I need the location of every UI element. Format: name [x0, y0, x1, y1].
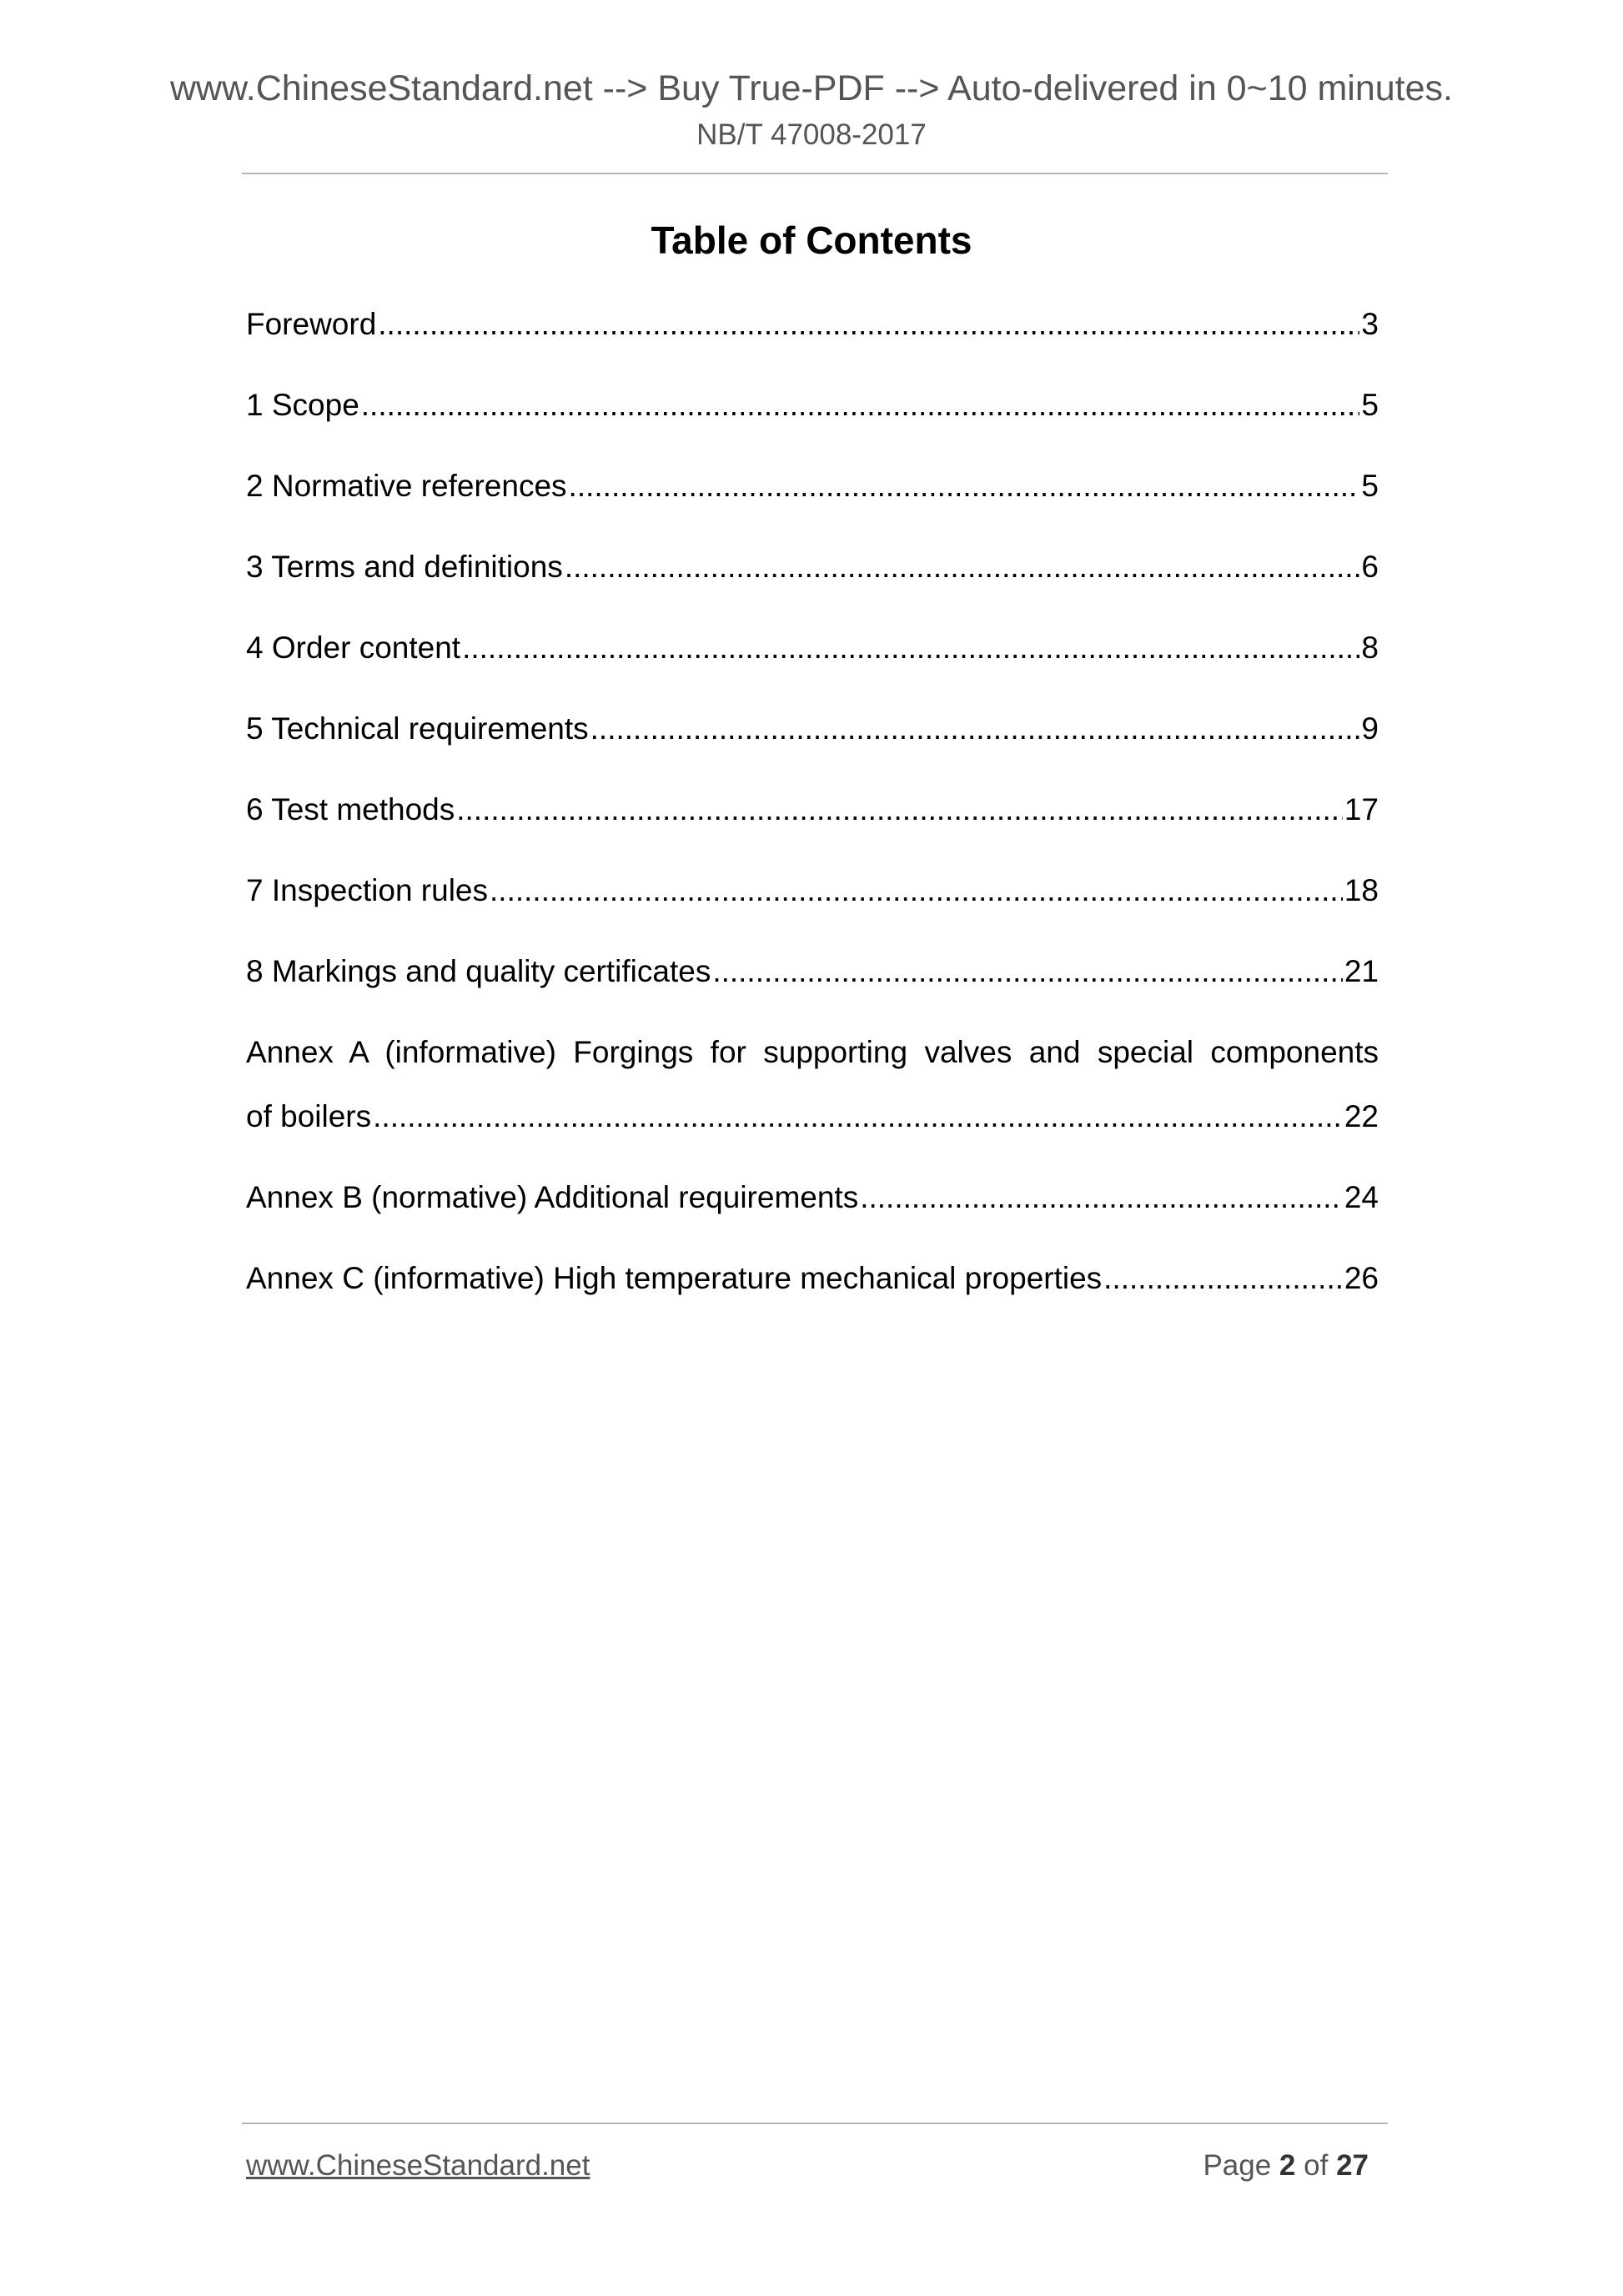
toc-entry-label: Foreword	[246, 307, 377, 341]
toc-entry-annex-c[interactable]	[246, 1259, 1379, 1299]
toc-entry-terms-definitions[interactable]	[246, 547, 1379, 587]
footer-page-prefix: Page	[1203, 2149, 1272, 2182]
toc-entry-label: 5 Technical requirements	[246, 711, 589, 746]
toc-entry-page: 18	[1344, 873, 1379, 907]
toc-entry-page: 17	[1344, 792, 1379, 826]
toc-entry-label: Annex B (normative) Additional requirements	[246, 1180, 859, 1214]
toc-entry-page: 3	[1361, 307, 1379, 341]
toc-leader-dots	[373, 1097, 1343, 1137]
toc-entry-label-line1: Annex A (informative) Forgings for supporting valves and special components	[246, 1035, 1379, 1069]
toc-entry-label: 1 Scope	[246, 388, 359, 422]
toc-entry-label: 4 Order content	[246, 631, 461, 665]
toc-entry-page: 8	[1361, 631, 1379, 665]
footer-page-current: 2	[1279, 2149, 1296, 2182]
toc-entry-page: 5	[1361, 469, 1379, 503]
header-site-banner: www.ChineseStandard.net --> Buy True-PDF --> Auto-delivered in 0~10 minutes.	[169, 68, 1453, 108]
toc-entry-foreword[interactable]	[246, 304, 1379, 344]
toc-entry-label: 7 Inspection rules	[246, 873, 489, 907]
toc-leader-dots	[462, 628, 1359, 668]
header-standard-number: NB/T 47008-2017	[696, 118, 927, 151]
toc-entry-annex-a[interactable]	[246, 1032, 1379, 1137]
toc-list	[246, 304, 1379, 1339]
toc-leader-dots	[490, 871, 1343, 911]
footer-page-number	[1203, 2148, 1369, 2184]
toc-entry-page: 9	[1361, 711, 1379, 746]
header-divider	[242, 173, 1388, 174]
toc-leader-dots	[569, 466, 1360, 506]
footer-page-of: of	[1304, 2149, 1329, 2182]
toc-entry-page: 21	[1344, 954, 1379, 988]
toc-entry-label: Annex C (informative) High temperature mechanical properties	[246, 1261, 1103, 1295]
toc-leader-dots	[361, 385, 1360, 425]
toc-entry-markings-certificates[interactable]	[246, 952, 1379, 992]
toc-leader-dots	[1103, 1259, 1343, 1299]
toc-leader-dots	[712, 952, 1343, 992]
toc-entry-label: 3 Terms and definitions	[246, 550, 563, 584]
toc-entry-order-content[interactable]	[246, 628, 1379, 668]
footer-site-link[interactable]: www.ChineseStandard.net	[246, 2149, 590, 2182]
toc-entry-page: 24	[1344, 1180, 1379, 1214]
toc-entry-page: 6	[1361, 550, 1379, 584]
toc-entry-label: 2 Normative references	[246, 469, 567, 503]
toc-leader-dots	[378, 304, 1359, 344]
footer-page-total: 27	[1336, 2149, 1369, 2182]
toc-entry-page: 26	[1344, 1261, 1379, 1295]
toc-entry-label: 8 Markings and quality certificates	[246, 954, 711, 988]
toc-entry-annex-b[interactable]	[246, 1178, 1379, 1218]
toc-entry-label: 6 Test methods	[246, 792, 455, 826]
toc-entry-normative-references[interactable]	[246, 466, 1379, 506]
footer-divider	[242, 2123, 1388, 2124]
toc-entry-test-methods[interactable]	[246, 790, 1379, 830]
toc-leader-dots	[456, 790, 1343, 830]
toc-leader-dots	[565, 547, 1360, 587]
toc-leader-dots	[860, 1178, 1343, 1218]
toc-leader-dots	[590, 709, 1360, 749]
toc-entry-inspection-rules[interactable]	[246, 871, 1379, 911]
toc-entry-label-line2: of boilers	[246, 1099, 372, 1133]
toc-entry-page: 22	[1344, 1099, 1379, 1133]
toc-entry-scope[interactable]	[246, 385, 1379, 425]
toc-entry-page: 5	[1361, 388, 1379, 422]
toc-entry-technical-requirements[interactable]	[246, 709, 1379, 749]
toc-title: Table of Contents	[651, 219, 972, 262]
